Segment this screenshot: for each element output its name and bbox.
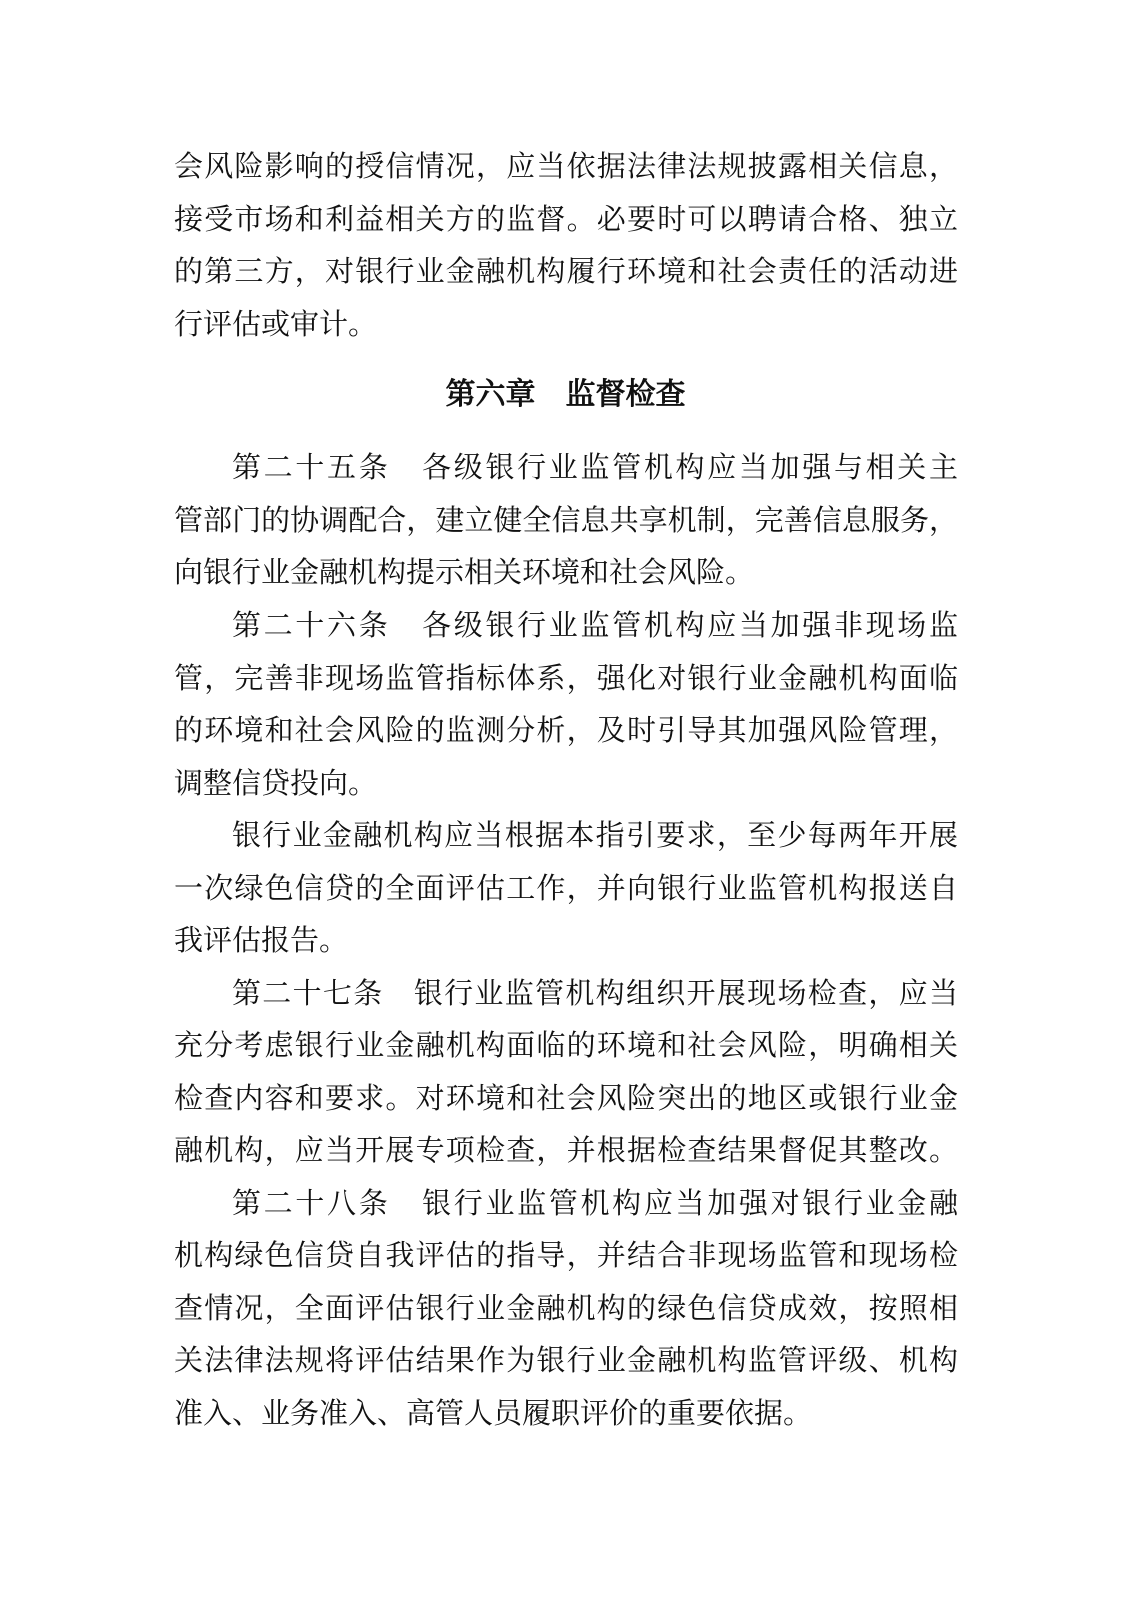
body-text-line: 检查内容和要求。对环境和社会风险突出的地区或银行业金 — [174, 1081, 958, 1115]
body-text-line: 我评估报告。 — [174, 923, 349, 957]
body-text-line: 准入、业务准入、高管人员履职评价的重要依据。 — [174, 1396, 813, 1430]
body-text-line: 的第三方，对银行业金融机构履行环境和社会责任的活动进 — [174, 254, 958, 288]
article-first-line: 第二十五条 各级银行业监管机构应当加强与相关主 — [232, 450, 958, 484]
article-first-line: 第二十八条 银行业监管机构应当加强对银行业金融 — [232, 1186, 958, 1220]
body-text-line: 管部门的协调配合，建立健全信息共享机制，完善信息服务， — [174, 503, 958, 537]
body-text-line: 行评估或审计。 — [174, 307, 378, 341]
body-text-line: 调整信贷投向。 — [174, 766, 378, 800]
body-text-line: 融机构，应当开展专项检查，并根据检查结果督促其整改。 — [174, 1133, 958, 1167]
article-first-line: 第二十七条 银行业监管机构组织开展现场检查，应当 — [232, 976, 958, 1010]
body-text-line: 向银行业金融机构提示相关环境和社会风险。 — [174, 555, 755, 589]
paragraph-first-line: 银行业金融机构应当根据本指引要求，至少每两年开展 — [232, 818, 958, 852]
chapter-heading: 第六章 监督检查 — [445, 377, 686, 412]
body-text-line: 充分考虑银行业金融机构面临的环境和社会风险，明确相关 — [174, 1028, 958, 1062]
article-first-line: 第二十六条 各级银行业监管机构应当加强非现场监 — [232, 608, 958, 642]
body-text-line: 一次绿色信贷的全面评估工作，并向银行业监管机构报送自 — [174, 871, 958, 905]
body-text-line: 的环境和社会风险的监测分析，及时引导其加强风险管理， — [174, 713, 958, 747]
body-text-line: 机构绿色信贷自我评估的指导，并结合非现场监管和现场检 — [174, 1238, 958, 1272]
body-text-line: 查情况，全面评估银行业金融机构的绿色信贷成效，按照相 — [174, 1291, 958, 1325]
body-text-line: 关法律法规将评估结果作为银行业金融机构监管评级、机构 — [174, 1343, 958, 1377]
body-text-line: 接受市场和利益相关方的监督。必要时可以聘请合格、独立 — [174, 202, 958, 236]
body-text-line: 会风险影响的授信情况，应当依据法律法规披露相关信息， — [174, 149, 958, 183]
body-text-line: 管，完善非现场监管指标体系，强化对银行业金融机构面临 — [174, 661, 958, 695]
